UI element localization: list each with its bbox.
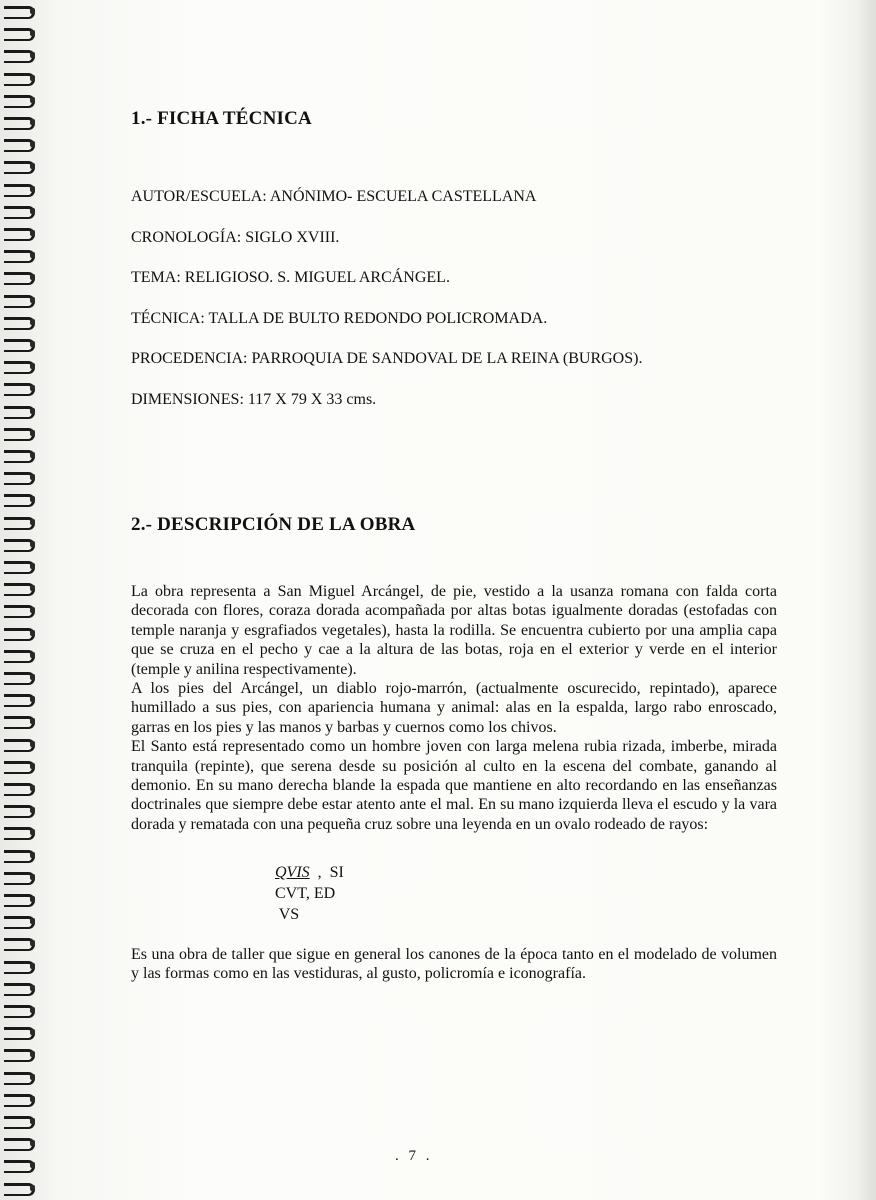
binding-hole xyxy=(30,8,35,14)
field-provenance: PROCEDENCIA: PARROQUIA DE SANDOVAL DE LA REINA (BURGOS). xyxy=(131,350,643,367)
binding-hole xyxy=(30,1007,35,1013)
binding-hole xyxy=(30,652,35,658)
spiral-coil xyxy=(4,1003,36,1016)
binding-hole xyxy=(30,1051,35,1057)
spiral-coil xyxy=(4,182,36,195)
binding-hole xyxy=(30,186,35,192)
binding-hole xyxy=(30,563,35,569)
spiral-coil xyxy=(4,870,36,883)
technical-sheet-list xyxy=(131,188,642,431)
inscription-word-quis: QVIS xyxy=(275,864,310,881)
spiral-coil xyxy=(4,581,36,594)
spiral-coil xyxy=(4,914,36,927)
binding-hole xyxy=(30,430,35,436)
spiral-binding xyxy=(0,0,40,1200)
spiral-coil xyxy=(4,781,36,794)
inscription-word-si: , SI xyxy=(309,864,344,881)
spiral-coil xyxy=(4,426,36,439)
description-text xyxy=(131,582,777,834)
binding-hole xyxy=(30,319,35,325)
spiral-coil xyxy=(4,159,36,172)
spiral-coil xyxy=(4,248,36,261)
spiral-coil xyxy=(4,936,36,949)
spiral-coil xyxy=(4,825,36,838)
field-technique: TÉCNICA: TALLA DE BULTO REDONDO POLICROMADA. xyxy=(131,309,548,327)
spiral-coil xyxy=(4,670,36,683)
binding-hole xyxy=(30,985,35,991)
binding-hole xyxy=(30,918,35,924)
spiral-coil xyxy=(4,337,36,350)
binding-hole xyxy=(30,519,35,525)
section-1-title: 1.- FICHA TÉCNICA xyxy=(131,108,312,129)
binding-hole xyxy=(30,30,35,36)
binding-hole xyxy=(30,1162,35,1168)
binding-hole xyxy=(30,741,35,747)
inscription-line-1 xyxy=(275,862,344,883)
spiral-coil xyxy=(4,559,36,572)
spiral-coil xyxy=(4,48,36,61)
spiral-coil xyxy=(4,1181,36,1194)
spiral-coil xyxy=(4,648,36,661)
binding-hole xyxy=(30,718,35,724)
inscription-line-2: CVT, ED xyxy=(275,885,336,902)
spiral-coil xyxy=(4,71,36,84)
binding-hole xyxy=(30,1140,35,1146)
spiral-coil xyxy=(4,137,36,150)
spiral-coil xyxy=(4,448,36,461)
binding-hole xyxy=(30,874,35,880)
binding-hole xyxy=(30,763,35,769)
page-number: . 7 . xyxy=(395,1148,433,1164)
binding-hole xyxy=(30,1185,35,1191)
binding-hole xyxy=(30,585,35,591)
description-paragraph: La obra representa a San Miguel Arcángel, de pie, vestido a la usanza romana con falda corta decorada con flores, coraza dorada acompañada por altas botas igualmente doradas (estofadas con temple naranja y esgrafiados vegetales), hasta la rodilla. Se encuentra cubierto por una amplia capa que se cruza en el pecho y cae a la altura de las botas, roja en el exterior y verde en el interior (temple y anilina respectivamente). xyxy=(131,583,777,678)
spiral-coil xyxy=(4,1025,36,1038)
spiral-coil xyxy=(4,381,36,394)
binding-hole xyxy=(30,896,35,902)
binding-hole xyxy=(30,474,35,480)
spiral-coil xyxy=(4,515,36,528)
binding-hole xyxy=(30,52,35,58)
binding-hole xyxy=(30,119,35,125)
binding-hole xyxy=(30,385,35,391)
binding-hole xyxy=(30,785,35,791)
description-paragraph: A los pies del Arcángel, un diablo rojo-marrón, (actualmente oscurecido, repintado), aparece humillado a sus pies, con apariencia humana y animal: alas en la espalda, largo rabo enroscado, garras en los pies y las manos y barbas y cuernos como los chivos. xyxy=(131,680,777,736)
binding-hole xyxy=(30,541,35,547)
page-edge-shadow xyxy=(854,0,876,1200)
spiral-coil xyxy=(4,270,36,283)
spiral-coil xyxy=(4,1158,36,1171)
binding-hole xyxy=(30,696,35,702)
binding-hole xyxy=(30,408,35,414)
spiral-coil xyxy=(4,1092,36,1105)
section-2-title: 2.- DESCRIPCIÓN DE LA OBRA xyxy=(131,514,416,535)
binding-hole xyxy=(30,607,35,613)
spiral-coil xyxy=(4,714,36,727)
spiral-coil xyxy=(4,892,36,905)
binding-hole xyxy=(30,940,35,946)
field-theme: TEMA: RELIGIOSO. S. MIGUEL ARCÁNGEL. xyxy=(131,269,450,286)
spiral-coil xyxy=(4,1047,36,1060)
binding-hole xyxy=(30,496,35,502)
spiral-coil xyxy=(4,1136,36,1149)
spiral-coil xyxy=(4,537,36,550)
spiral-coil xyxy=(4,226,36,239)
binding-hole xyxy=(30,75,35,81)
spiral-coil xyxy=(4,603,36,616)
spiral-coil xyxy=(4,1070,36,1083)
spiral-coil xyxy=(4,4,36,17)
binding-hole xyxy=(30,297,35,303)
binding-hole xyxy=(30,829,35,835)
binding-hole xyxy=(30,1096,35,1102)
spiral-coil xyxy=(4,848,36,861)
spiral-coil xyxy=(4,803,36,816)
inscription-line-3: VS xyxy=(275,906,300,923)
binding-hole xyxy=(30,97,35,103)
binding-hole xyxy=(30,674,35,680)
field-author: AUTOR/ESCUELA: ANÓNIMO- ESCUELA CASTELLANA xyxy=(131,188,537,205)
binding-hole xyxy=(30,1118,35,1124)
description-paragraph: El Santo está representado como un hombre joven con larga melena rubia rizada, imberbe, mirada tranquila (repinte), que serena desde su posición al culto en la escena del combate, ganando al demonio. En su mano derecha blande la espada que mantiene en alto recordando en las enseñanzas doctrinales que siempre debe estar atento ante el mal. En su mano izquierda lleva el escudo y la vara dorada y rematada con una pequeña cruz sobre una leyenda en un ovalo rodeado de rayos: xyxy=(131,738,777,833)
binding-hole xyxy=(30,807,35,813)
spiral-coil xyxy=(4,315,36,328)
spiral-coil xyxy=(4,1114,36,1127)
binding-hole xyxy=(30,141,35,147)
spiral-coil xyxy=(4,692,36,705)
field-dimensions: DIMENSIONES: 117 X 79 X 33 cms. xyxy=(131,390,377,408)
spiral-coil xyxy=(4,204,36,217)
binding-hole xyxy=(30,1029,35,1035)
binding-hole xyxy=(30,363,35,369)
binding-hole xyxy=(30,274,35,280)
spiral-coil xyxy=(4,470,36,483)
spiral-coil xyxy=(4,626,36,639)
spiral-coil xyxy=(4,93,36,106)
spiral-coil xyxy=(4,359,36,372)
spiral-coil xyxy=(4,759,36,772)
binding-hole xyxy=(30,230,35,236)
spiral-coil xyxy=(4,26,36,39)
spiral-coil xyxy=(4,492,36,505)
binding-hole xyxy=(30,163,35,169)
spiral-coil xyxy=(4,115,36,128)
binding-hole xyxy=(30,452,35,458)
spiral-coil xyxy=(4,737,36,750)
binding-hole xyxy=(30,252,35,258)
binding-hole xyxy=(30,852,35,858)
spiral-coil xyxy=(4,293,36,306)
binding-hole xyxy=(30,963,35,969)
spiral-coil xyxy=(4,959,36,972)
binding-hole xyxy=(30,341,35,347)
binding-hole xyxy=(30,630,35,636)
spiral-coil xyxy=(4,981,36,994)
binding-hole xyxy=(30,208,35,214)
field-chronology: CRONOLOGÍA: SIGLO XVIII. xyxy=(131,228,340,246)
binding-hole xyxy=(30,1074,35,1080)
closing-paragraph: Es una obra de taller que sigue en general los canones de la época tanto en el modelado de volumen y las formas como en las vestiduras, al gusto, policromía e iconografía. xyxy=(131,946,777,983)
spiral-coil xyxy=(4,404,36,417)
inscription-text xyxy=(275,862,344,925)
